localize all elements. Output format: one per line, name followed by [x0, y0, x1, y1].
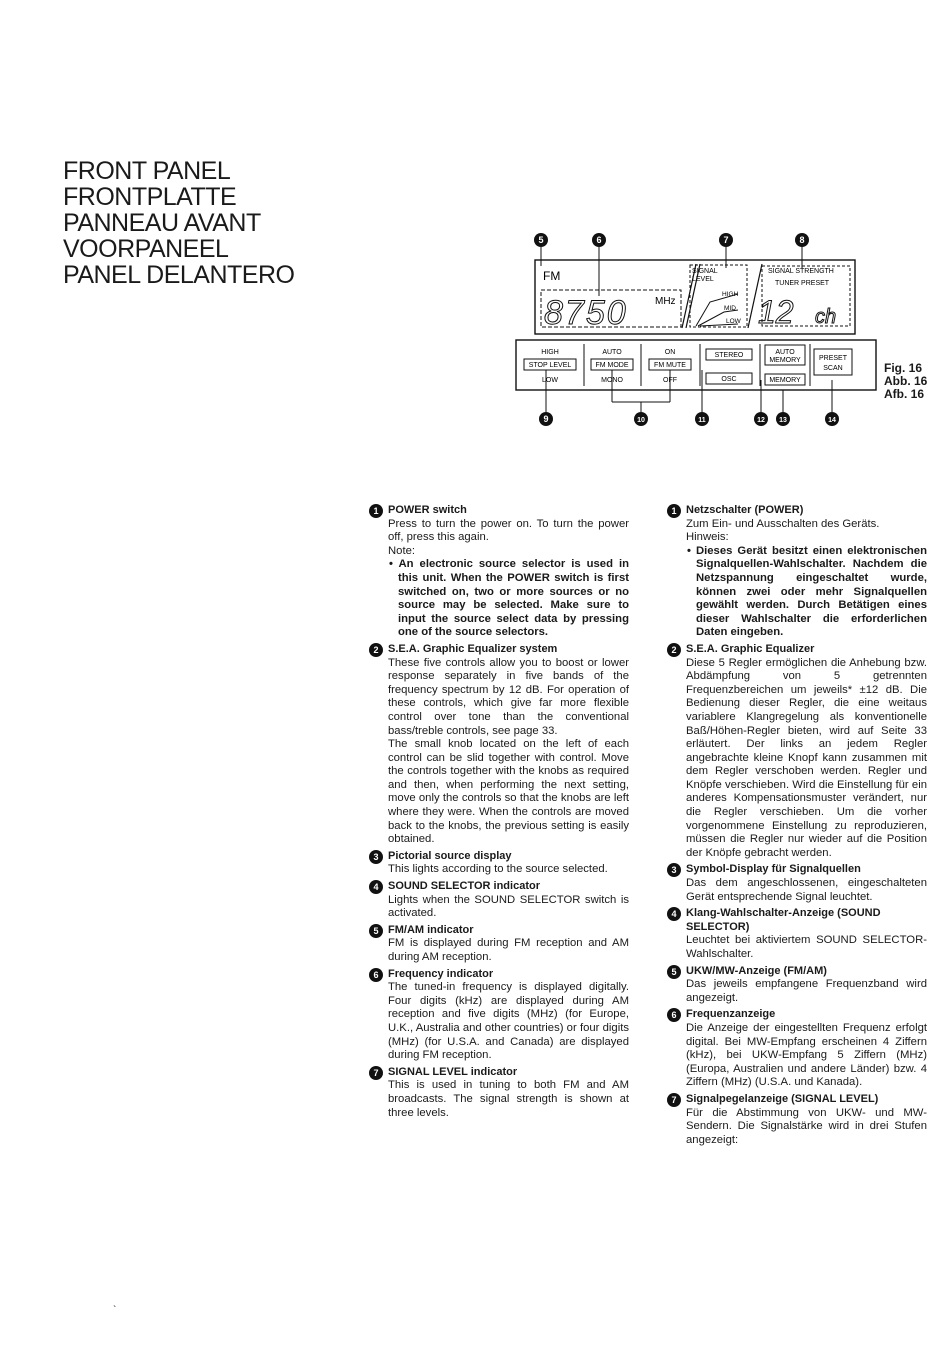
left-item-5 — [369, 924, 629, 965]
num-badge: 7 — [369, 1066, 383, 1080]
left-item-3 — [369, 850, 629, 877]
fm-mute-on: ON — [664, 349, 676, 356]
item-text: Leuchtet bei aktiviertem SOUND SELECTOR-Wahlschalter. — [686, 934, 927, 960]
right-item-3 — [667, 863, 927, 904]
item-text: Diese 5 Regler ermöglichen die Anhebung bzw. Abdämpfung von 5 getrennten Frequenzbereichen um jeweils* ±12 dB. Die Bedienung dieser Regler, die eine weitaus variablere Klangregelung als konventionelle Baß/Höhen-Regler bieten, wird auf Seite 33 erläutert. Der links an jedem Regler angebrachte kleine Knopf kann zusammen mit dem Regler verschoben werden. Regler und Knöpfe verschieben. Wird die Einstellung für ein anderes Kompensationsmuster verändert, nur die Regler verschieben. Um die vorher vorgenommene Einstellung zu reproduzieren, müssen die Regler nur wieder auf die Position der Knöpfe gebracht werden. — [686, 656, 927, 859]
callout-12: 12 — [757, 417, 765, 424]
item-title: S.E.A. Graphic Equalizer system — [388, 642, 558, 655]
signal-strength-label: SIGNAL STRENGTH — [768, 268, 834, 275]
item-title: FM/AM indicator — [388, 923, 474, 936]
note-text: • An electronic source selector is used in this unit. When the POWER switch is first switched on, two or more sources or no source may be selected. Make sure to input the source select data by pressing one of the source selectors. — [389, 558, 629, 639]
item-title: Signalpegelanzeige (SIGNAL LEVEL) — [686, 1092, 879, 1105]
item-text: The small knob located on the left of each control can be slid together with control. Move the controls together with the knobs as required and then, when performing the next setting, move only the controls so that the knobs are left where they were. When the controls are moved back to the knobs, the previous setting is easily obtained. — [388, 738, 629, 846]
title-en: FRONT PANEL — [63, 157, 231, 185]
title-de: FRONTPLATTE — [63, 183, 237, 211]
item-text: Das dem angeschlossenen, eingeschalteten Gerät entsprechende Signal leuchtet. — [686, 877, 927, 903]
ch-label: ch — [815, 306, 837, 328]
stop-level-label: STOP LEVEL — [528, 362, 572, 369]
num-badge: 1 — [369, 504, 383, 518]
signal-level-label-1: SIGNAL — [692, 268, 718, 275]
item-title: SOUND SELECTOR indicator — [388, 880, 540, 893]
num-badge: 2 — [667, 643, 681, 657]
callout-7: 7 — [723, 235, 729, 245]
fig-caption-en: Fig. 16 — [884, 361, 923, 375]
callout-8: 8 — [799, 235, 805, 245]
level-mid: MID — [724, 305, 736, 312]
right-item-5 — [667, 965, 927, 1006]
item-title: Frequency indicator — [388, 967, 494, 980]
left-item-7 — [369, 1066, 629, 1120]
fm-mode-mono: MONO — [601, 377, 623, 384]
note-text: • Dieses Gerät besitzt einen elektronischen Signalquellen-Wahlschalter. Nachdem die Netzspannung eingeschaltet wurde, können zwei oder mehr Signalquellen gewählt werden. Durch Betätigen eines dieser Wahlschalter die erforderlichen Daten eingeben. — [687, 544, 927, 639]
fig-caption-de: Abb. 16 — [884, 374, 928, 388]
right-item-4 — [667, 907, 927, 961]
signal-level-label-2: LEVEL — [692, 276, 714, 283]
left-item-1 — [369, 504, 629, 640]
callout-13: 13 — [779, 417, 787, 424]
item-text: Das jeweils empfangene Frequenzband wird angezeigt. — [686, 978, 927, 1004]
num-badge: 4 — [667, 907, 681, 921]
item-text: Für die Abstimmung von UKW- und MW-Sendern. Die Signalstärke wird in drei Stufen angezeigt: — [686, 1106, 927, 1146]
mhz-label: MHz — [655, 296, 676, 307]
num-badge: 3 — [369, 850, 383, 864]
right-item-2 — [667, 643, 927, 861]
auto-memory-label-2: MEMORY — [769, 357, 801, 364]
english-column — [369, 504, 629, 1123]
item-text: Lights when the SOUND SELECTOR switch is activated. — [388, 893, 629, 920]
title-fr: PANNEAU AVANT — [63, 209, 261, 237]
left-item-2 — [369, 643, 629, 847]
osc-label: OSC — [721, 376, 737, 383]
stereo-label: STEREO — [714, 352, 744, 359]
callout-9: 9 — [543, 414, 549, 424]
num-badge: 6 — [369, 968, 383, 982]
callout-5: 5 — [538, 235, 544, 245]
num-badge: 5 — [667, 965, 681, 979]
item-title: UKW/MW-Anzeige (FM/AM) — [686, 964, 827, 977]
item-title: S.E.A. Graphic Equalizer — [686, 642, 815, 655]
memory-label: MEMORY — [769, 377, 801, 384]
num-badge: 2 — [369, 643, 383, 657]
callout-11: 11 — [698, 417, 706, 424]
item-title: SIGNAL LEVEL indicator — [388, 1065, 518, 1078]
figure-caption — [884, 362, 927, 401]
item-title: Frequenzanzeige — [686, 1008, 776, 1021]
preset-scan-label-1: PRESET — [818, 355, 848, 362]
stop-level-low: LOW — [542, 377, 558, 384]
fm-mode-auto: AUTO — [602, 349, 622, 356]
num-badge: 7 — [667, 1093, 681, 1107]
item-title: Symbol-Display für Signalquellen — [686, 863, 861, 876]
note-title: Note: — [388, 544, 416, 557]
fm-mode-label: FM MODE — [595, 362, 629, 369]
item-text: Press to turn the power on. To turn the power off, press this again. — [388, 517, 629, 544]
fm-mute-off: OFF — [663, 377, 677, 384]
num-badge: 1 — [667, 504, 681, 518]
left-item-6 — [369, 968, 629, 1063]
item-title: Netzschalter (POWER) — [686, 504, 804, 516]
auto-memory-label-1: AUTO — [775, 349, 795, 356]
item-text: The tuned-in frequency is displayed digitally. Four digits (kHz) are displayed during AM reception and five digits (MHz) (for Europe, U.K., Australia and other countries) or four digits (MHz) (for U.S.A. and Canada) are displayed during FM reception. — [388, 981, 629, 1062]
fm-mute-label: FM MUTE — [654, 362, 686, 369]
stray-mark: ` — [113, 1305, 117, 1316]
item-text: FM is displayed during FM reception and AM during AM reception. — [388, 937, 629, 963]
callout-10: 10 — [637, 417, 645, 424]
item-text: This lights according to the source selected. — [388, 863, 608, 876]
right-item-6 — [667, 1008, 927, 1090]
level-high: HIGH — [722, 291, 739, 298]
right-item-7 — [667, 1093, 927, 1147]
item-title: Klang-Wahlschalter-Anzeige (SOUND SELECTOR) — [686, 907, 881, 933]
item-text: This is used in tuning to both FM and AM broadcasts. The signal strength is shown at three levels. — [388, 1079, 629, 1119]
num-badge: 4 — [369, 880, 383, 894]
item-title: POWER switch — [388, 504, 467, 516]
num-badge: 5 — [369, 924, 383, 938]
preset-scan-label-2: SCAN — [823, 365, 843, 372]
callout-14: 14 — [828, 417, 836, 424]
num-badge: 6 — [667, 1008, 681, 1022]
front-panel-figure — [510, 230, 940, 430]
left-item-4 — [369, 880, 629, 921]
item-title: Pictorial source display — [388, 849, 512, 862]
note-title: Hinweis: — [686, 531, 729, 544]
title-es: PANEL DELANTERO — [63, 261, 295, 289]
page-titles — [63, 158, 294, 288]
level-low: LOW — [726, 318, 741, 325]
german-column — [667, 504, 927, 1150]
right-item-1 — [667, 504, 927, 640]
fm-indicator: FM — [543, 269, 561, 283]
item-text: Die Anzeige der eingestellten Frequenz erfolgt digital. Bei MW-Empfang erscheinen 4 Ziffern (kHz), bei UKW-Empfang 5 Ziffern (MHz) (Europa, Australien und andere Länder) bzw. 4 Ziffern (MHz) (U.S.A. und Kanada). — [686, 1021, 927, 1089]
title-nl: VOORPANEEL — [63, 235, 229, 263]
item-text: Zum Ein- und Ausschalten des Geräts. — [686, 517, 880, 530]
channel-digits: 12 — [758, 294, 794, 330]
stop-level-high: HIGH — [541, 349, 559, 356]
frequency-digits: 8750 — [544, 294, 628, 332]
callout-6: 6 — [596, 235, 602, 245]
tuner-preset-label: TUNER PRESET — [775, 280, 830, 287]
item-text: These five controls allow you to boost or lower response separately in five bands of the frequency spectrum by 12 dB. For operation of these controls, which give far more flexible control over tone than the conventional bass/treble controls, see page 33. — [388, 656, 629, 737]
num-badge: 3 — [667, 863, 681, 877]
fig-caption-nl: Afb. 16 — [884, 387, 925, 401]
